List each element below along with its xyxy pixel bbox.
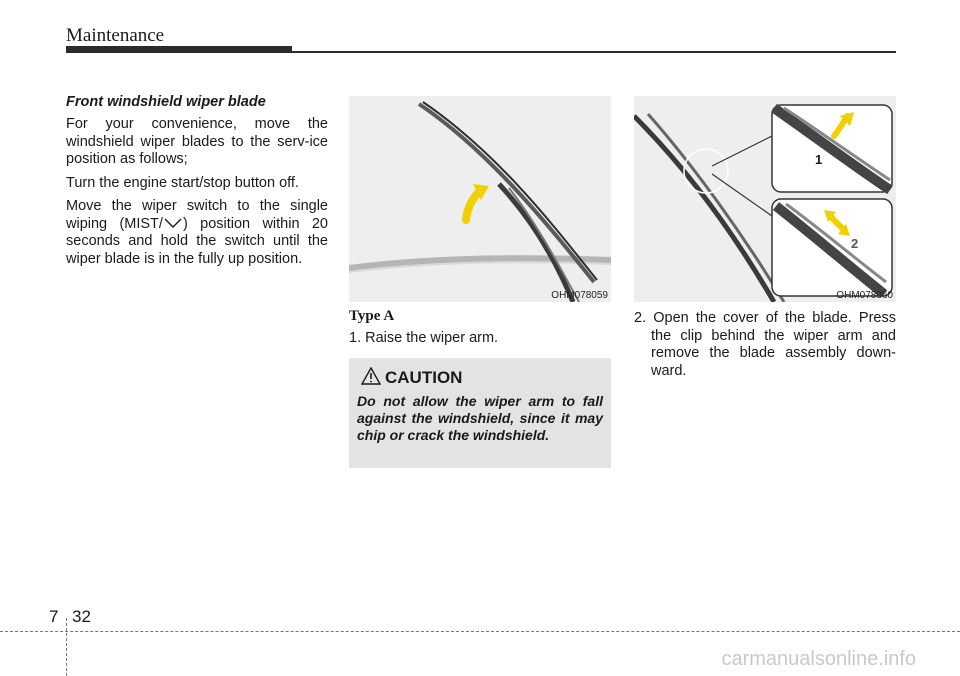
- paragraph-mist: [66, 198, 328, 268]
- section-heading: Front windshield wiper blade: [66, 94, 266, 110]
- footer-divider: [66, 618, 67, 676]
- paragraph-intro: For your convenience, move the windshield wiper blades to the serv-ice position as follows;: [66, 116, 328, 167]
- paragraph-engine-off: Turn the engine start/stop button off.: [66, 174, 299, 191]
- footer-rule: [0, 631, 960, 632]
- wiper-arm-illustration: [349, 96, 611, 302]
- chapter-number: 7: [49, 607, 59, 626]
- step-2: 2. Open the cover of the blade. Press the clip behind the wiper arm and remove the blade assembly down-ward.: [634, 310, 896, 379]
- caution-title: CAUTION: [385, 368, 463, 387]
- figure-open-cover: [634, 96, 896, 302]
- callout-1-label: 1: [815, 152, 823, 167]
- mist-chevron-icon: [163, 216, 183, 232]
- warning-triangle-icon: [361, 367, 381, 390]
- detail-inset-1: [772, 105, 892, 192]
- type-label: Type A: [349, 308, 395, 324]
- caution-text: Do not allow the wiper arm to fall against the windshield, since it may chip or crack the windshield.: [357, 393, 603, 443]
- header-rule: [66, 51, 896, 53]
- left-column: [66, 94, 328, 274]
- callout-2-label: 2: [851, 236, 859, 251]
- watermark: carmanualsonline.info: [721, 648, 916, 670]
- raise-arrow-icon: [466, 184, 489, 220]
- figure-code: OHM078060: [836, 290, 893, 301]
- page-number: 32: [72, 607, 91, 626]
- page-header-title: Maintenance: [66, 25, 165, 46]
- figure-raise-wiper: [349, 96, 611, 302]
- mist-text-before: Move the wiper switch to the single wiping (MIST/: [66, 198, 328, 232]
- figure-code: OHM078059: [551, 290, 608, 301]
- mist-text-after: ) position within 20 seconds and hold the switch until the wiper blade is in the fully up position.: [66, 215, 328, 267]
- caution-box: [349, 358, 611, 468]
- detail-inset-2: [772, 199, 892, 296]
- blade-clip-illustration: [634, 96, 896, 302]
- step-1: 1. Raise the wiper arm.: [349, 330, 499, 346]
